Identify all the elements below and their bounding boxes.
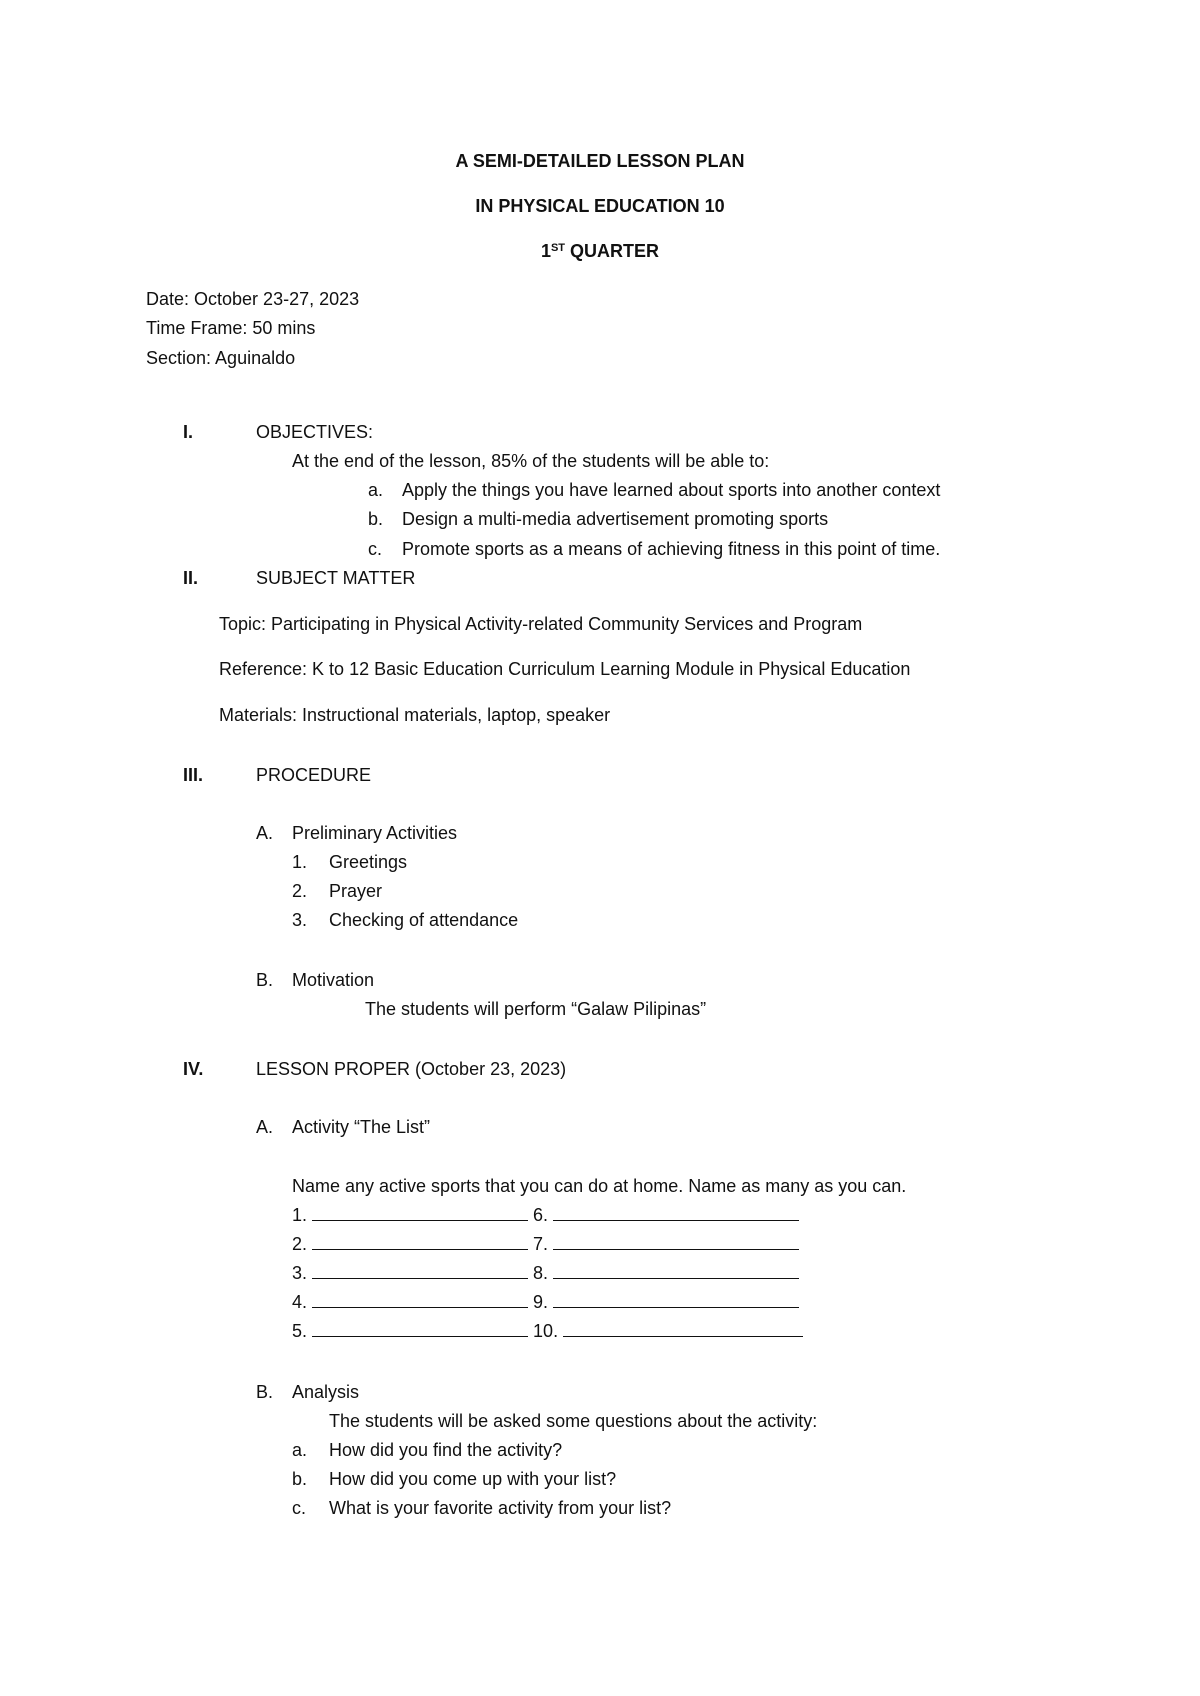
- answer-blank[interactable]: [563, 1320, 803, 1337]
- answer-number: 5.: [292, 1321, 308, 1341]
- quarter-number: 1: [540, 241, 551, 261]
- document-title: A SEMI-DETAILED LESSON PLAN: [455, 151, 745, 171]
- analysis-intro: The students will be asked some questions about the activity:: [329, 1411, 818, 1431]
- answer-number: 7.: [533, 1234, 549, 1254]
- subject-matter-numeral: II.: [183, 568, 199, 588]
- analysis-question-text: How did you find the activity?: [329, 1440, 563, 1460]
- answer-row: [292, 1291, 799, 1313]
- objective-marker: a.: [368, 480, 384, 500]
- activity-marker: A.: [256, 1117, 274, 1137]
- activity-instruction: Name any active sports that you can do at home. Name as many as you can.: [292, 1176, 907, 1196]
- answer-blank[interactable]: [312, 1204, 528, 1221]
- analysis-question-marker: b.: [292, 1469, 308, 1489]
- answer-number: 1.: [292, 1205, 308, 1225]
- objective-marker: b.: [368, 509, 384, 529]
- lesson-proper-numeral: IV.: [183, 1059, 204, 1079]
- lesson-proper-heading: LESSON PROPER (October 23, 2023): [256, 1059, 567, 1079]
- subject-matter-heading: SUBJECT MATTER: [256, 568, 416, 588]
- motivation-text: The students will perform “Galaw Pilipinas”: [365, 999, 707, 1019]
- answer-number: 3.: [292, 1263, 308, 1283]
- analysis-marker: B.: [256, 1382, 274, 1402]
- analysis-question-marker: c.: [292, 1498, 307, 1518]
- time-frame-line: Time Frame: 50 mins: [146, 318, 316, 338]
- answer-number: 10.: [533, 1321, 559, 1341]
- answer-blank[interactable]: [312, 1320, 528, 1337]
- objective-marker: c.: [368, 539, 383, 559]
- preliminary-item-text: Greetings: [329, 852, 408, 872]
- objectives-intro: At the end of the lesson, 85% of the students will be able to:: [292, 451, 770, 471]
- procedure-heading: PROCEDURE: [256, 765, 372, 785]
- answer-blank[interactable]: [553, 1291, 799, 1308]
- preliminary-item-marker: 2.: [292, 881, 308, 901]
- analysis-question-text: What is your favorite activity from your list?: [329, 1498, 672, 1518]
- answer-row: [292, 1233, 799, 1255]
- activity-title: Activity “The List”: [292, 1117, 431, 1137]
- objective-text: Apply the things you have learned about sports into another context: [402, 480, 941, 500]
- answer-number: 9.: [533, 1292, 549, 1312]
- analysis-title: Analysis: [292, 1382, 360, 1402]
- answer-row: [292, 1262, 799, 1284]
- topic-line: Topic: Participating in Physical Activity-related Community Services and Program: [219, 614, 863, 634]
- date-line: Date: October 23-27, 2023: [146, 289, 360, 309]
- answer-blank[interactable]: [553, 1233, 799, 1250]
- objective-text: Promote sports as a means of achieving fitness in this point of time.: [402, 539, 941, 559]
- objective-text: Design a multi-media advertisement promoting sports: [402, 509, 829, 529]
- document-subtitle: IN PHYSICAL EDUCATION 10: [475, 196, 725, 216]
- preliminary-item-marker: 3.: [292, 910, 308, 930]
- preliminary-item-text: Checking of attendance: [329, 910, 519, 930]
- answer-number: 6.: [533, 1205, 549, 1225]
- quarter-label: QUARTER: [565, 241, 660, 261]
- procedure-numeral: III.: [183, 765, 204, 785]
- objectives-numeral: I.: [183, 422, 194, 442]
- motivation-title: Motivation: [292, 970, 375, 990]
- preliminary-marker: A.: [256, 823, 274, 843]
- analysis-question-marker: a.: [292, 1440, 308, 1460]
- answer-blank[interactable]: [553, 1262, 799, 1279]
- answer-number: 2.: [292, 1234, 308, 1254]
- objectives-heading: OBJECTIVES:: [256, 422, 374, 442]
- answer-row: [292, 1320, 803, 1342]
- answer-number: 8.: [533, 1263, 549, 1283]
- section-line: Section: Aguinaldo: [146, 348, 296, 368]
- motivation-marker: B.: [256, 970, 274, 990]
- answer-blank[interactable]: [312, 1291, 528, 1308]
- materials-line: Materials: Instructional materials, laptop, speaker: [219, 705, 611, 725]
- preliminary-item-marker: 1.: [292, 852, 308, 872]
- answer-number: 4.: [292, 1292, 308, 1312]
- answer-blank[interactable]: [553, 1204, 799, 1221]
- answer-row: [292, 1204, 799, 1226]
- analysis-question-text: How did you come up with your list?: [329, 1469, 617, 1489]
- preliminary-title: Preliminary Activities: [292, 823, 458, 843]
- quarter-heading: [0, 240, 1200, 262]
- answer-blank[interactable]: [312, 1233, 528, 1250]
- answer-blank[interactable]: [312, 1262, 528, 1279]
- reference-line: Reference: K to 12 Basic Education Curriculum Learning Module in Physical Education: [219, 659, 911, 679]
- preliminary-item-text: Prayer: [329, 881, 383, 901]
- quarter-ordinal-suffix: ST: [550, 242, 566, 254]
